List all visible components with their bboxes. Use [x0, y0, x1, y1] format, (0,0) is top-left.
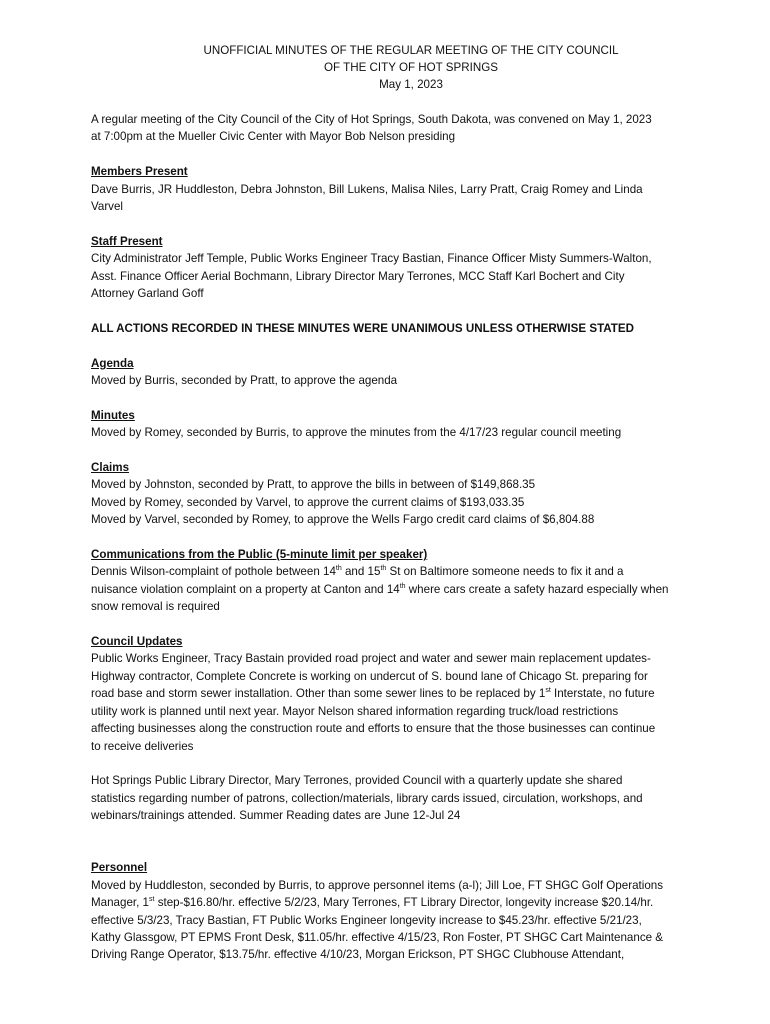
minutes-line-1: Moved by Romey, seconded by Burris, to approve the minutes from the 4/17/23 regular council meeting: [91, 426, 622, 440]
council-updates-section: [91, 633, 731, 824]
library-line-1: Hot Springs Public Library Director, Mary Terrones, provided Council with a quarterly update she shared: [91, 774, 623, 788]
personnel-line-5: Driving Range Operator, $13.75/hr. effective 4/10/23, Morgan Erickson, PT SHGC Clubhouse Attendant,: [91, 948, 625, 962]
agenda-line-1: Moved by Burris, seconded by Pratt, to approve the agenda: [91, 374, 398, 388]
header-title-line-2: OF THE CITY OF HOT SPRINGS: [324, 61, 498, 75]
communications-section: [91, 546, 731, 616]
library-line-2: statistics regarding number of patrons, collection/materials, library cards issued, circulation, workshops, and: [91, 791, 643, 805]
council-updates-heading: Council Updates: [91, 635, 183, 649]
document-header: [91, 42, 731, 94]
staff-line-2: Asst. Finance Officer Aerial Bochmann, Library Director Mary Terrones, MCC Staff Karl Bochert and City: [91, 269, 625, 283]
personnel-section: [91, 859, 731, 963]
council-line-5: affecting businesses along the construction route and efforts to ensure that the those businesses can continue: [91, 722, 656, 736]
council-line-2: Highway contractor, Complete Concrete is working on undercut of S. bound lane of Chicago St. preparing for: [91, 669, 648, 683]
minutes-document: [91, 42, 731, 964]
claims-heading: Claims: [91, 461, 130, 475]
unanimous-notice: ALL ACTIONS RECORDED IN THESE MINUTES WERE UNANIMOUS UNLESS OTHERWISE STATED: [91, 321, 634, 335]
council-line-1: Public Works Engineer, Tracy Bastain provided road project and water and sewer main replacement updates-: [91, 652, 651, 666]
claims-line-3: Moved by Varvel, seconded by Romey, to approve the Wells Fargo credit card claims of $6,804.88: [91, 513, 595, 527]
members-line-1: Dave Burris, JR Huddleston, Debra Johnston, Bill Lukens, Malisa Niles, Larry Pratt, Craig Romey and Linda: [91, 182, 643, 196]
staff-line-3: Attorney Garland Goff: [91, 287, 204, 301]
library-line-3: webinars/trainings attended. Summer Reading dates are June 12-Jul 24: [91, 809, 461, 823]
intro-line-2: at 7:00pm at the Mueller Civic Center with Mayor Bob Nelson presiding: [91, 130, 456, 144]
communications-heading: Communications from the Public (5-minute limit per speaker): [91, 548, 428, 562]
council-line-4: utility work is planned until next year. Mayor Nelson shared information regarding truck/load restrictions: [91, 704, 619, 718]
claims-line-1: Moved by Johnston, seconded by Pratt, to approve the bills in between of $149,868.35: [91, 478, 536, 492]
personnel-line-4: Kathy Glassgow, PT EPMS Front Desk, $11.05/hr. effective 4/15/23, Ron Foster, PT SHGC Cart Maintenance &: [91, 930, 664, 944]
claims-line-2: Moved by Romey, seconded by Varvel, to approve the current claims of $193,033.35: [91, 495, 525, 509]
minutes-section: [91, 407, 731, 442]
library-update-paragraph: [91, 772, 731, 824]
council-line-6: to receive deliveries: [91, 739, 194, 753]
communications-line-1: Dennis Wilson-complaint of pothole between 14th and 15th St on Baltimore someone needs to fix it and a: [91, 565, 624, 579]
council-line-3: road base and storm sewer installation. Other than some sewer lines to be replaced by 1st Interstate, no future: [91, 687, 655, 701]
personnel-line-2: Manager, 1st step-$16.80/hr. effective 5/2/23, Mary Terrones, FT Library Director, longevity increase $20.14/hr.: [91, 896, 654, 910]
agenda-section: [91, 355, 731, 390]
communications-line-2: nuisance violation complaint on a property at Canton and 14th where cars create a safety hazard especially when: [91, 582, 669, 596]
personnel-line-1: Moved by Huddleston, seconded by Burris, to approve personnel items (a-l); Jill Loe, FT SHGC Golf Operations: [91, 878, 664, 892]
personnel-heading: Personnel: [91, 861, 148, 875]
staff-line-1: City Administrator Jeff Temple, Public Works Engineer Tracy Bastian, Finance Officer Misty Summers-Walton,: [91, 252, 652, 266]
intro-paragraph: [91, 111, 731, 146]
members-section: [91, 163, 731, 215]
header-date: May 1, 2023: [379, 78, 443, 92]
staff-heading: Staff Present: [91, 234, 163, 248]
intro-line-1: A regular meeting of the City Council of the City of Hot Springs, South Dakota, was convened on May 1, 2023: [91, 113, 652, 126]
minutes-heading: Minutes: [91, 408, 135, 422]
personnel-line-3: effective 5/3/23, Tracy Bastian, FT Public Works Engineer longevity increase to $45.23/hr. effective 5/21/23,: [91, 913, 642, 927]
communications-line-3: snow removal is required: [91, 600, 220, 614]
agenda-heading: Agenda: [91, 356, 134, 370]
claims-section: [91, 459, 731, 529]
members-line-2: Varvel: [91, 200, 124, 214]
members-heading: Members Present: [91, 165, 188, 179]
header-title-line-1: UNOFFICIAL MINUTES OF THE REGULAR MEETING OF THE CITY COUNCIL: [203, 44, 619, 57]
staff-section: [91, 233, 731, 303]
